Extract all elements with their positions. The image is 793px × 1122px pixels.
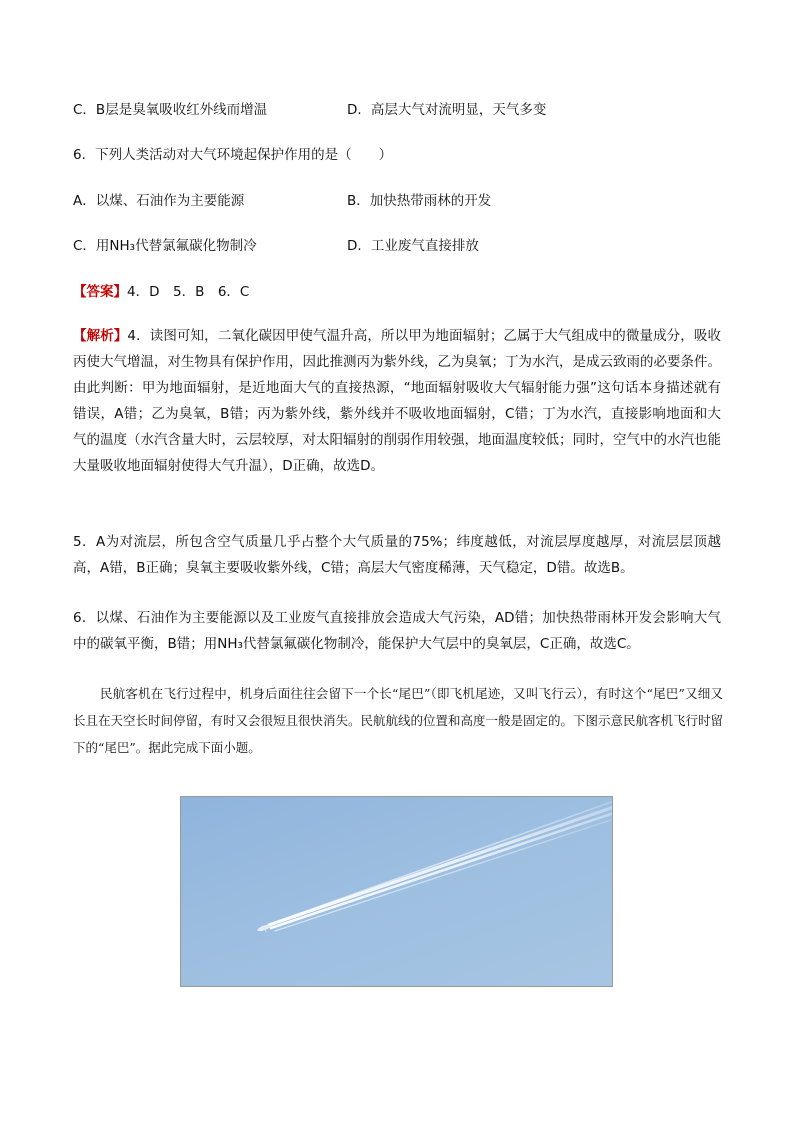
analysis-tag: 【解析】 (73, 328, 128, 344)
analysis-q4-text: 4．读图可知，二氧化碳因甲使气温升高，所以甲为地面辐射；乙属于大气组成中的微量成分，吸收丙使大气增温，对生物具有保护作用，因此推测丙为紫外线，乙为臭氧；丁为水汽，是成云致雨的必要条件。由此判断：甲为地面辐射，是近地面大气的直接热源，“地面辐射吸收大气辐射能力强”这句话本身描述就有错误，A错；乙为臭氧，B错；丙为紫外线，紫外线并不吸收地面辐射，C错；丁为水汽，直接影响地面和大气的温度（水汽含量大时，云层较厚，对太阳辐射的削弱作用较强，地面温度较低；同时，空气中的水汽也能大量吸收地面辐射使得大气升温），D正确，故选D。 (73, 328, 721, 474)
analysis-q5: 5．A为对流层，所包含空气质量几乎占整个大气质量的75%；纬度越低，对流层厚度越厚，对流层层顶越高，A错，B正确；臭氧主要吸收紫外线，C错；高层大气密度稀薄，天气稳定，D错。故选B。 (73, 534, 721, 576)
answer-line (73, 283, 249, 301)
analysis-q6: 6．以煤、石油作为主要能源以及工业废气直接排放会造成大气污染，AD错；加快热带雨林开发会影响大气中的碳氧平衡，B错；用NH₃代替氯氟碳化物制冷，能保护大气层中的臭氧层，C正确，故选C。 (73, 610, 721, 652)
airplane-icon (257, 924, 272, 933)
material-intro: 民航客机在飞行过程中，机身后面往往会留下一个长“尾巴”（即飞机尾迹，又叫飞行云），有时这个“尾巴”又细又长且在天空长时间停留，有时又会很短且很快消失。民航航线的位置和高度一般是固定的。下图示意民航客机飞行时留下的“尾巴”。据此完成下面小题。 (73, 686, 724, 755)
q5-option-c: C．B层是臭氧吸收红外线而增温 (73, 102, 268, 118)
q6-option-a: A．以煤、石油作为主要能源 (73, 193, 245, 209)
q6-option-b: B．加快热带雨林的开发 (347, 193, 492, 209)
airplane-contrail-photo (180, 796, 613, 987)
contrail-lines (269, 801, 613, 931)
q5-option-d: D．高层大气对流明显，天气多变 (347, 102, 547, 118)
q6-option-d: D．工业废气直接排放 (347, 238, 479, 254)
q6-stem: 6．下列人类活动对大气环境起保护作用的是（ ） (73, 147, 393, 163)
analysis-q4 (73, 323, 721, 479)
answer-text: 4．D 5．B 6．C (127, 284, 250, 300)
contrail-illustration (181, 797, 613, 987)
answer-tag: 【答案】 (73, 284, 127, 300)
q6-option-c: C．用NH₃代替氯氟碳化物制冷 (73, 238, 257, 254)
